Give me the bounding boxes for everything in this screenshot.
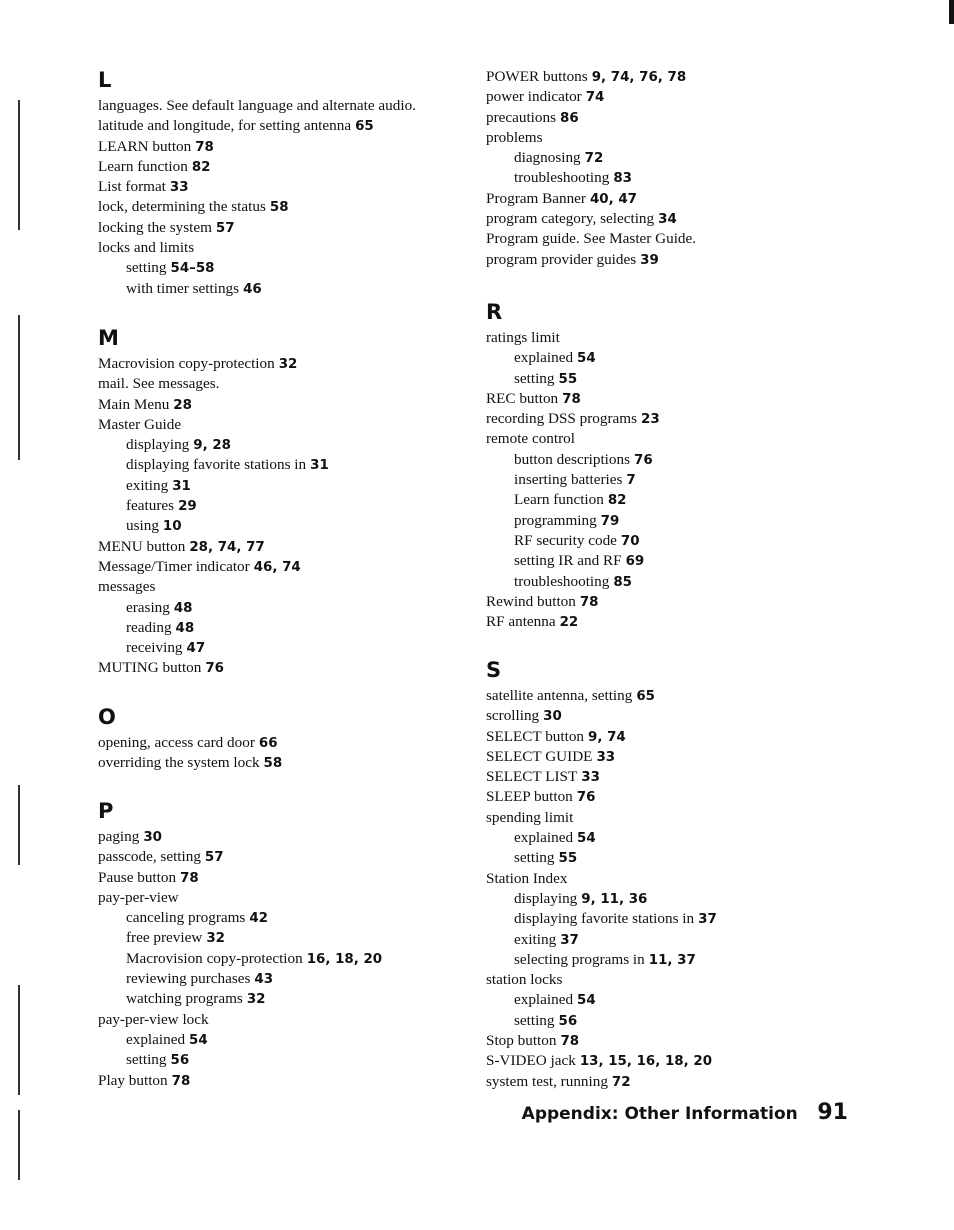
index-entry	[98, 395, 498, 415]
index-entry	[486, 429, 886, 449]
index-entry	[486, 970, 886, 990]
index-entry	[486, 1031, 886, 1051]
index-subentry	[486, 1011, 886, 1031]
entry-page-refs: 9, 74, 76, 78	[591, 70, 687, 85]
entry-text: explained	[514, 991, 574, 1009]
entry-page-refs: 33	[581, 770, 600, 786]
entry-page-refs: 74	[585, 90, 605, 106]
entry-page-refs: 46	[243, 281, 262, 297]
index-subentry	[98, 279, 498, 299]
entry-text: SELECT LIST	[486, 768, 578, 786]
entry-text: displaying favorite stations in	[126, 456, 307, 474]
index-entry	[486, 229, 886, 249]
entry-page-refs: 30	[143, 830, 162, 845]
index-subentry	[486, 369, 886, 389]
entry-text: explained	[126, 1030, 186, 1048]
entry-text: program provider guides	[486, 250, 637, 268]
entry-text: lock, determining the status	[98, 198, 266, 216]
entry-text: RF antenna	[486, 613, 556, 631]
entry-page-refs: 22	[559, 615, 579, 631]
entry-text: displaying	[126, 436, 190, 454]
entry-text: setting	[126, 1051, 167, 1069]
entry-text: passcode, setting	[98, 848, 201, 866]
entry-text: LEARN button	[98, 137, 192, 155]
entry-text: opening, access card door	[98, 734, 255, 751]
index-entry	[486, 612, 886, 632]
entry-text: diagnosing	[514, 149, 581, 167]
entry-text: reading	[126, 618, 172, 636]
index-subentry	[98, 949, 498, 969]
entry-text: features	[126, 497, 175, 515]
entry-page-refs: 16, 18, 20	[306, 951, 383, 967]
index-entry	[486, 686, 886, 706]
entry-page-refs: 31	[172, 478, 191, 494]
index-entry	[486, 706, 886, 726]
index-subentry	[486, 148, 886, 168]
entry-page-refs: 69	[625, 554, 645, 570]
margin-scan-mark	[18, 785, 20, 865]
entry-page-refs: 10	[162, 519, 182, 535]
entry-page-refs: 78	[171, 1073, 191, 1089]
entry-text: Master Guide	[98, 415, 182, 433]
entry-text: displaying favorite stations in	[514, 910, 695, 928]
index-subentry	[98, 435, 498, 455]
entry-text: station locks	[486, 971, 563, 989]
entry-page-refs: 78	[180, 870, 199, 886]
index-subentry	[486, 168, 886, 188]
entry-text: ratings limit	[486, 329, 560, 346]
index-subentry	[486, 490, 886, 510]
entry-text: system test, running	[486, 1072, 608, 1090]
entry-page-refs: 37	[560, 932, 579, 948]
entry-page-refs: 32	[278, 357, 298, 372]
entry-text: troubleshooting	[514, 169, 610, 187]
entry-page-refs: 32	[246, 992, 266, 1008]
entry-page-refs: 11, 37	[648, 952, 696, 968]
index-entry	[486, 328, 886, 348]
index-subentry	[98, 638, 498, 658]
index-subentry	[98, 618, 498, 638]
entry-text: reviewing purchases	[126, 970, 251, 988]
index-subentry	[486, 990, 886, 1010]
entry-text: setting IR and RF	[514, 552, 622, 570]
index-entry	[98, 868, 498, 888]
entry-page-refs: 30	[543, 709, 562, 725]
entry-text: selecting programs in	[514, 950, 645, 968]
index-subentry	[486, 848, 886, 868]
index-entry	[98, 177, 498, 197]
entry-text: pay-per-view lock	[98, 1010, 209, 1028]
entry-page-refs: 28	[173, 397, 192, 413]
index-entry	[486, 67, 886, 87]
entry-page-refs: 65	[355, 119, 374, 135]
index-entry	[486, 727, 886, 747]
index-subentry	[486, 470, 886, 490]
entry-text: Message/Timer indicator	[98, 557, 250, 575]
entry-text: RF security code	[514, 531, 617, 549]
entry-page-refs: 76	[634, 452, 653, 468]
entry-text: free preview	[126, 929, 203, 947]
section-letter: S	[486, 658, 502, 682]
entry-text: displaying	[514, 889, 578, 907]
footer-section-title: Appendix: Other Information	[521, 1104, 798, 1124]
entry-page-refs: 34	[658, 212, 677, 228]
entry-text: MENU button	[98, 537, 186, 555]
index-subentry	[98, 455, 498, 475]
index-entry	[486, 1072, 886, 1092]
index-subentry	[486, 511, 886, 531]
entry-page-refs: 78	[560, 1034, 580, 1050]
entry-page-refs: 7	[626, 473, 636, 489]
index-subentry	[98, 1050, 498, 1070]
entry-page-refs: 83	[613, 171, 632, 187]
index-entry	[486, 250, 886, 270]
entry-text: S-VIDEO jack	[486, 1052, 576, 1070]
index-entry	[98, 354, 498, 374]
margin-scan-mark	[18, 985, 20, 1095]
entry-text: erasing	[126, 598, 170, 616]
entry-text: SELECT GUIDE	[486, 747, 593, 765]
entry-text: POWER buttons	[486, 68, 588, 85]
entry-text: watching programs	[126, 990, 243, 1008]
entry-text: programming	[514, 511, 597, 529]
index-entry	[98, 415, 498, 435]
index-entry	[98, 888, 498, 908]
entry-text: mail. See messages.	[98, 375, 220, 393]
entry-text: Program Banner	[486, 189, 586, 207]
index-subentry	[98, 476, 498, 496]
index-section	[486, 300, 886, 632]
entry-page-refs: 76	[576, 790, 596, 806]
entry-text: Learn function	[98, 157, 188, 175]
entry-text: satellite antenna, setting	[486, 687, 633, 704]
section-letter: R	[486, 300, 503, 324]
entry-text: SLEEP button	[486, 788, 573, 806]
entry-text: Macrovision copy-protection	[126, 949, 303, 967]
index-entry	[98, 753, 498, 773]
entry-page-refs: 33	[596, 749, 616, 765]
index-subentry	[98, 928, 498, 948]
entry-text: Learn function	[514, 491, 604, 509]
index-entry	[486, 869, 886, 889]
section-letter: O	[98, 705, 116, 729]
entry-text: problems	[486, 128, 543, 146]
entry-text: Main Menu	[98, 395, 170, 413]
entry-text: locks and limits	[98, 239, 195, 257]
index-subentry	[486, 348, 886, 368]
index-entry	[98, 374, 498, 394]
entry-text: power indicator	[486, 88, 582, 106]
entry-page-refs: 56	[170, 1053, 190, 1069]
entry-page-refs: 33	[169, 180, 189, 196]
entry-text: receiving	[126, 639, 183, 657]
entry-text: Play button	[98, 1071, 168, 1089]
margin-scan-mark	[18, 1110, 20, 1180]
index-subentry	[98, 516, 498, 536]
index-entry	[98, 557, 498, 577]
entry-page-refs: 31	[310, 458, 329, 474]
entry-text: troubleshooting	[514, 572, 610, 590]
entry-text: exiting	[514, 930, 557, 948]
index-section	[98, 68, 498, 299]
index-entry	[98, 733, 498, 753]
index-entry	[486, 128, 886, 148]
index-subentry	[98, 496, 498, 516]
index-subentry	[486, 889, 886, 909]
entry-page-refs: 54	[577, 831, 596, 847]
index-entry	[486, 747, 886, 767]
margin-scan-mark	[18, 100, 20, 230]
entry-page-refs: 39	[640, 252, 659, 268]
entry-text: setting	[514, 369, 555, 387]
index-section	[486, 658, 886, 1092]
index-entry	[486, 389, 886, 409]
index-section	[98, 326, 498, 679]
entry-text: explained	[514, 829, 574, 847]
entry-text: Stop button	[486, 1032, 557, 1050]
index-entry	[486, 189, 886, 209]
index-subentry	[486, 572, 886, 592]
entry-page-refs: 23	[641, 412, 660, 428]
entry-text: Pause button	[98, 868, 177, 886]
entry-text: setting	[514, 849, 555, 867]
entry-text: SELECT button	[486, 727, 585, 745]
index-subentry	[486, 531, 886, 551]
page-number: 91	[817, 1100, 848, 1125]
index-entry	[98, 847, 498, 867]
entry-page-refs: 32	[206, 931, 225, 947]
entry-text: Program guide. See Master Guide.	[486, 230, 697, 248]
section-letter: L	[98, 68, 112, 92]
index-subentry	[486, 551, 886, 571]
margin-scan-mark	[18, 315, 20, 460]
entry-page-refs: 76	[205, 661, 224, 677]
index-subentry	[98, 989, 498, 1009]
entry-page-refs: 85	[613, 574, 632, 590]
index-entry	[486, 409, 886, 429]
index-entry	[486, 209, 886, 229]
index-subentry	[98, 598, 498, 618]
entry-text: setting	[514, 1011, 555, 1029]
entry-page-refs: 65	[636, 689, 655, 704]
entry-text: with timer settings	[126, 279, 240, 297]
entry-text: explained	[514, 349, 574, 367]
index-entry	[486, 1051, 886, 1071]
index-subentry	[98, 969, 498, 989]
index-subentry	[486, 950, 886, 970]
entry-page-refs: 78	[562, 391, 581, 407]
entry-text: canceling programs	[126, 909, 246, 927]
index-entry	[486, 787, 886, 807]
entry-text: REC button	[486, 389, 559, 407]
entry-page-refs: 66	[258, 736, 278, 751]
entry-page-refs: 9, 74	[588, 729, 626, 745]
index-subentry	[486, 828, 886, 848]
index-section	[486, 67, 886, 270]
entry-page-refs: 55	[558, 371, 578, 387]
entry-page-refs: 9, 28	[193, 438, 231, 454]
entry-text: button descriptions	[514, 450, 631, 468]
index-subentry	[486, 909, 886, 929]
entry-page-refs: 37	[698, 912, 717, 928]
entry-page-refs: 54–58	[170, 261, 215, 277]
entry-page-refs: 79	[600, 513, 620, 529]
index-entry	[98, 577, 498, 597]
entry-page-refs: 9, 11, 36	[581, 891, 648, 907]
entry-page-refs: 28, 74, 77	[189, 539, 265, 555]
index-entry	[98, 537, 498, 557]
index-entry	[98, 157, 498, 177]
entry-page-refs: 55	[558, 851, 578, 867]
entry-text: spending limit	[486, 808, 574, 826]
index-entry	[98, 238, 498, 258]
index-subentry	[98, 1030, 498, 1050]
index-subentry	[98, 908, 498, 928]
index-subentry	[486, 450, 886, 470]
entry-page-refs: 57	[215, 220, 235, 236]
index-section	[98, 705, 498, 774]
page-footer	[522, 1100, 848, 1125]
index-entry	[486, 767, 886, 787]
entry-text: exiting	[126, 476, 169, 494]
entry-page-refs: 40, 47	[589, 191, 637, 207]
entry-text: languages. See default language and alternate audio.	[98, 97, 416, 114]
entry-page-refs: 78	[195, 139, 214, 155]
entry-page-refs: 82	[191, 159, 211, 175]
entry-page-refs: 43	[254, 972, 274, 988]
index-entry	[98, 1071, 498, 1091]
entry-page-refs: 54	[189, 1032, 208, 1048]
index-subentry	[486, 930, 886, 950]
entry-page-refs: 47	[186, 641, 206, 657]
entry-text: setting	[126, 259, 167, 277]
page-edge-mark	[949, 0, 954, 24]
entry-page-refs: 82	[607, 493, 627, 509]
entry-text: List format	[98, 178, 166, 196]
index-entry	[98, 1010, 498, 1030]
entry-text: precautions	[486, 108, 557, 126]
entry-text: latitude and longitude, for setting antenna	[98, 117, 352, 135]
entry-text: overriding the system lock	[98, 754, 260, 772]
index-subentry	[98, 258, 498, 278]
entry-page-refs: 86	[560, 110, 579, 126]
index-entry	[98, 96, 498, 116]
index-entry	[98, 197, 498, 217]
entry-text: remote control	[486, 430, 575, 448]
entry-text: inserting batteries	[514, 471, 623, 489]
entry-page-refs: 78	[579, 594, 599, 610]
index-entry	[98, 137, 498, 157]
index-entry	[98, 658, 498, 678]
entry-text: program category, selecting	[486, 210, 655, 228]
index-entry	[98, 827, 498, 847]
entry-text: using	[126, 517, 159, 535]
index-entry	[486, 592, 886, 612]
entry-page-refs: 58	[269, 200, 289, 216]
index-entry	[486, 87, 886, 107]
entry-page-refs: 46, 74	[253, 559, 301, 575]
index-entry	[486, 108, 886, 128]
entry-page-refs: 42	[249, 911, 268, 927]
section-letter: P	[98, 799, 114, 823]
entry-page-refs: 57	[204, 850, 224, 866]
index-entry	[98, 116, 498, 136]
entry-text: Station Index	[486, 869, 568, 887]
entry-page-refs: 29	[178, 499, 197, 515]
entry-text: MUTING button	[98, 659, 202, 677]
entry-page-refs: 48	[173, 600, 193, 616]
entry-page-refs: 54	[577, 351, 596, 367]
entry-page-refs: 56	[558, 1013, 578, 1029]
entry-page-refs: 54	[577, 993, 596, 1009]
entry-text: paging	[98, 828, 140, 845]
index-section	[98, 799, 498, 1091]
entry-page-refs: 72	[611, 1074, 631, 1090]
entry-page-refs: 72	[584, 151, 604, 167]
entry-text: locking the system	[98, 218, 212, 236]
entry-page-refs: 70	[620, 533, 640, 549]
entry-page-refs: 48	[175, 620, 195, 636]
entry-text: scrolling	[486, 707, 540, 725]
entry-text: messages	[98, 578, 156, 596]
entry-text: Macrovision copy-protection	[98, 355, 275, 372]
index-entry	[486, 808, 886, 828]
entry-page-refs: 13, 15, 16, 18, 20	[579, 1054, 713, 1070]
index-entry	[98, 218, 498, 238]
entry-text: pay-per-view	[98, 888, 179, 906]
entry-text: Rewind button	[486, 592, 576, 610]
section-letter: M	[98, 326, 119, 350]
entry-text: recording DSS programs	[486, 410, 638, 428]
entry-page-refs: 58	[263, 756, 283, 772]
